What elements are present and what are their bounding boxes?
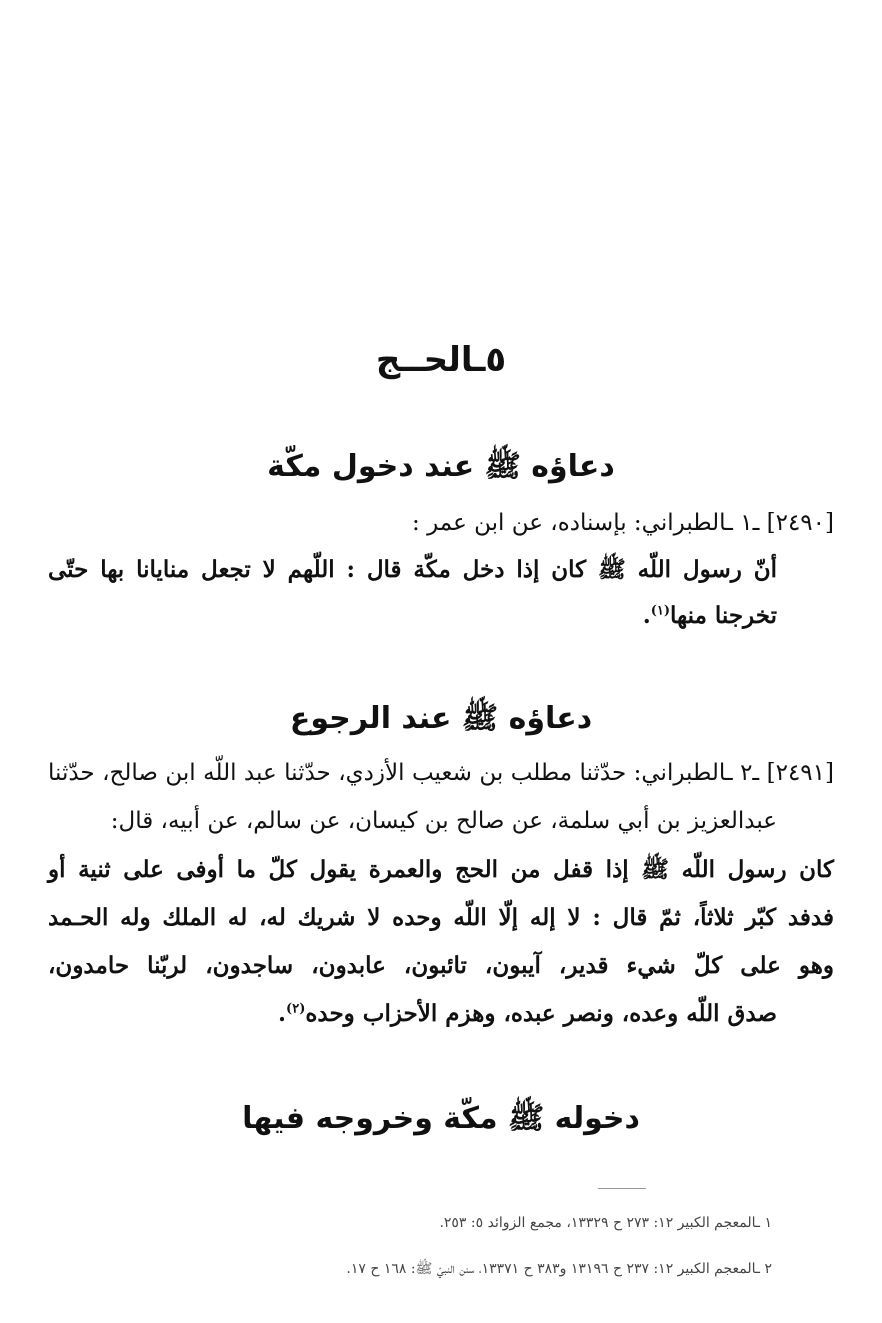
section-heading-returning: دعاؤه ﷺ عند الرجوع	[289, 701, 593, 736]
hadith-2490-isnad	[412, 512, 834, 535]
end-period: .	[642, 602, 651, 629]
hadith-2490-isnad-text: [٢٤٩٠] ـ١ ـالطبراني: بإسناده، عن ابن عمر :	[412, 510, 834, 536]
footnote-separator	[598, 1188, 646, 1189]
hadith-2491-matn-line-1: كان رسول اللّه ﷺ إذا قفل من الحج والعمرة يقول كلّ ما أوفى على ثنية أو	[48, 856, 834, 883]
end-period: .	[278, 1000, 287, 1027]
hadith-2491-matn-text: صدق اللّه وعده، ونصر عبده، وهزم الأحزاب وحده	[305, 1000, 777, 1027]
chapter-title: ٥ـالحــج	[375, 340, 507, 380]
hadith-2491-isnad-line-2: عبدالعزيز بن أبي سلمة، عن صالح بن كيسان، عن سالم، عن أبيه، قال:	[110, 808, 777, 834]
footnote-ref-1[interactable]: (١)	[650, 603, 671, 619]
hadith-2490-matn-text: تخرجنا منها	[670, 602, 777, 629]
hadith-2491-matn-line-3: وهو على كلّ شيء قدير، آيبون، تائبون، عابدون، ساجدون، لربّنا حامدون،	[48, 952, 834, 979]
hadith-2490-matn-line-1: أنّ رسول اللّه ﷺ كان إذا دخل مكّة قال : اللّهم لا تجعل منايانا بها حتّى	[48, 556, 777, 583]
footnote-2: ٢ ـالمعجم الكبير ١٢: ٢٣٧ ح ١٣١٩٦ و٣٨٣ ح ١٣٣٧١، سنن النبيّ ﷺ: ١٦٨ ح ١٧.	[346, 1261, 772, 1277]
hadith-2491-isnad-line-1: [٢٤٩١] ـ٢ ـالطبراني: حدّثنا مطلب بن شعيب الأزدي، حدّثنا عبد اللّه ابن صالح، حدّثنا	[48, 760, 834, 786]
section-heading-entering-mecca: دعاؤه ﷺ عند دخول مكّة	[267, 449, 615, 484]
hadith-2491-matn-line-2: فدفد كبّر ثلاثاً، ثمّ قال : لا إله إلّا اللّه وحده لا شريك له، له الملك وله الحـمد	[48, 904, 834, 931]
footnote-1: ١ ـالمعجم الكبير ١٢: ٢٧٣ ح ١٣٣٢٩، مجمع الزوائد ٥: ٢٥٣.	[439, 1215, 772, 1231]
section-heading-entering-leaving: دخوله ﷺ مكّة وخروجه فيها	[242, 1101, 640, 1136]
footnote-ref-2[interactable]: (٢)	[286, 1001, 306, 1017]
hadith-2490-matn-line-2	[643, 604, 777, 627]
hadith-2491-matn-line-4	[278, 1002, 777, 1025]
